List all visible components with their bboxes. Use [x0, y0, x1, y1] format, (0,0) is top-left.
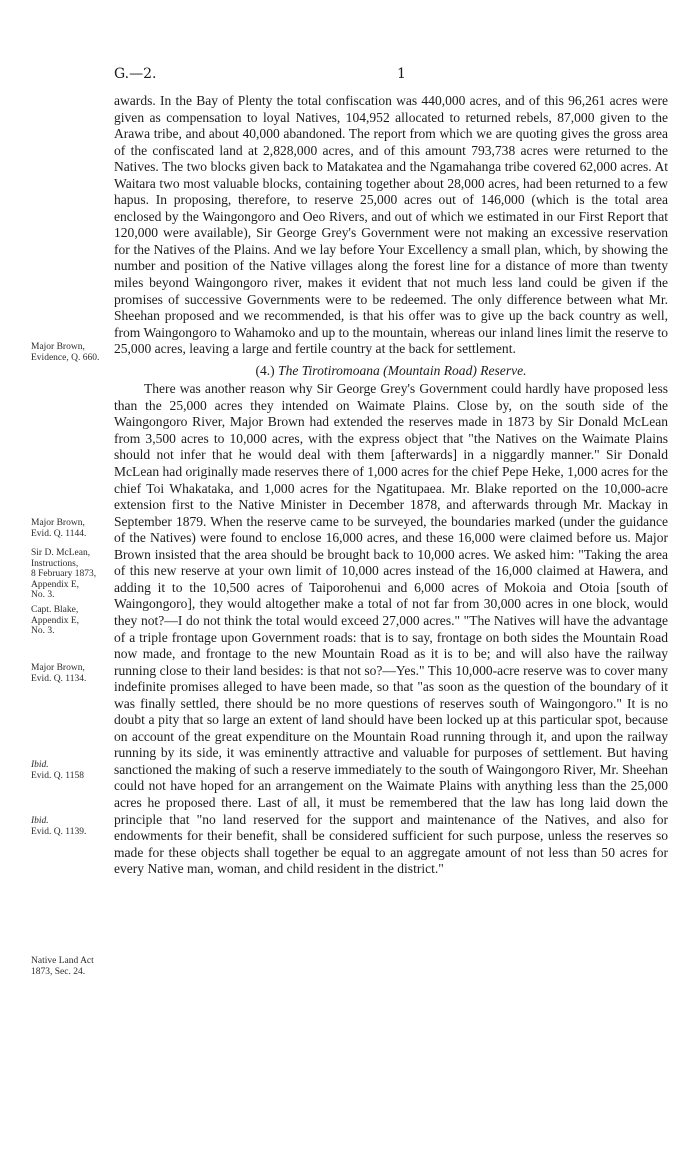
paragraph-another-reason: There was another reason why Sir George Grey's Government could hardly have proposed less than the 25,000 acres they intended on Waimate Plains. Close by, on the south side of the Waingongoro River, Major Brown had extended the reserves made in 1873 by Sir Donald McLean from 3,500 acres to 10,000 acres, with the express object that "the Natives on the Waimate Plains should not infer that he would deal with them [afterwards] in a niggardly manner." Sir Donald McLean had originally made reserves there of 1,000 acres for the chief Pepe Heke, 1,000 acres for the chief Toi Whakataka, and 1,000 acres for the Ngatitupaea. Mr. Blake reported on the 10,000-acre extension first to the Native Minister in December 1878, and afterwards through Mr. Mackay in September 1879. When the reserve came to be surveyed, the boundaries marked (under the guidance of the Natives) were found to enclose 16,000 acres, and these 16,000 were claimed before us. Major Brown insisted that the area should be brought back to 10,000 acres. We asked him: "Taking the area of this new reserve at your own limit of 10,000 acres instead of the 16,000 claimed at Hawera, and adding it to the 10,500 acres of Taiporohenui and 6,000 acres of Mokoia and Otoia [south of Waingongoro], they would altogether make a total of not far from 30,000 acres in one block, would they not?—I do not think the total would exceed 27,000 acres." "The Natives will have the advantage of a triple frontage upon Government roads: that is to say, frontage on both sides the Mountain Road now made, and frontage to the new Mountain Road as it is to be; and will also have the railway running close to their land besides: is that not so?—Yes." This 10,000-acre reserve was to cover many indefinite promises alleged to have been made, so that "as soon as the question of the boundary of it was finally settled, there should be no more questions of reserves south of Waingongoro." It is no doubt a pity that so large an extent of land should have been locked up at this particular spot, because on account of the great expenditure on the Mountain Road running through it, and upon the railway running by its side, it was eminently attractive and valuable for purposes of settlement. But having sanctioned the making of such a reserve immediately to the south of Waingongoro River, Mr. Sheehan could not have hoped for an arrangement on the Waimate Plains with anything less than the 25,000 acres he proposed there. Last of all, it must be remembered that the law has long laid down the principle that "no land reserved for the support and maintenance of the Natives, and also for endowments for their benefit, shall be considered sufficient for such purpose, unless the reserves so made for these objects shall together be equal to an aggregate amount of not less than 50 acres for every Native man, woman, and child resident in the district."	[114, 381, 668, 877]
margin-note: Major Brown, Evid. Q. 1144.	[31, 518, 87, 539]
margin-note: Ibid. Evid. Q. 1139.	[31, 816, 87, 837]
margin-note: Major Brown, Evid. Q. 1134.	[31, 663, 87, 684]
margin-note: Capt. Blake, Appendix E, No. 3.	[31, 605, 80, 637]
body-text	[114, 93, 668, 878]
document-reference: G.—2.	[114, 66, 157, 82]
subheading-number: (4.)	[255, 362, 275, 378]
paragraph-awards: awards. In the Bay of Plenty the total confiscation was 440,000 acres, and of this 96,261 acres were given as compensation to loyal Natives, 104,952 allocated to returned rebels, 87,000 given to the Arawa tribe, and about 40,000 abandoned. The report from which we are quoting gives the gross area of the confiscated land at 2,828,000 acres, and of this amount 793,738 acres were returned to the Natives. The two blocks given back to Matakatea and the Ngamahanga tribe covered 62,000 acres. At Waitara two most valuable blocks, containing together about 28,000 acres, had been returned to a few hapus. In proposing, therefore, to reserve 25,000 acres out of 146,000 (which is the total area enclosed by the Waingongoro and Oeo Rivers, and out of which we estimated in our First Report that 120,000 were available), Sir George Grey's Government were not making an excessive reservation for the Natives of the Plains. And we lay before Your Excellency a small plan, which, by showing the number and position of the Native villages along the forest line for a distance of more than twenty miles beyond Waingongoro river, makes it evident that not much less land could be given if the promises of successive Governments were to be redeemed. The only difference between what Mr. Sheehan proposed and we recommended, is that his offer was to give up the back country as well, from Waingongoro to Wahamoko and up to the mountain, whereas our inland lines limit the reserve to 25,000 acres, leaving a large and fertile country at the back for settlement.	[114, 93, 668, 357]
subheading-title: The Tirotiromoana (Mountain Road) Reserve.	[278, 362, 527, 378]
page-header	[114, 66, 654, 86]
section-subheading	[114, 363, 668, 380]
margin-note: Major Brown, Evidence, Q. 660.	[31, 342, 100, 363]
margin-note: Ibid. Evid. Q. 1158	[31, 760, 84, 781]
margin-note: Native Land Act 1873, Sec. 24.	[31, 956, 94, 977]
page-number: 1	[397, 66, 406, 82]
margin-note: Sir D. McLean, Instructions, 8 February 1873, Appendix E, No. 3.	[31, 548, 97, 601]
